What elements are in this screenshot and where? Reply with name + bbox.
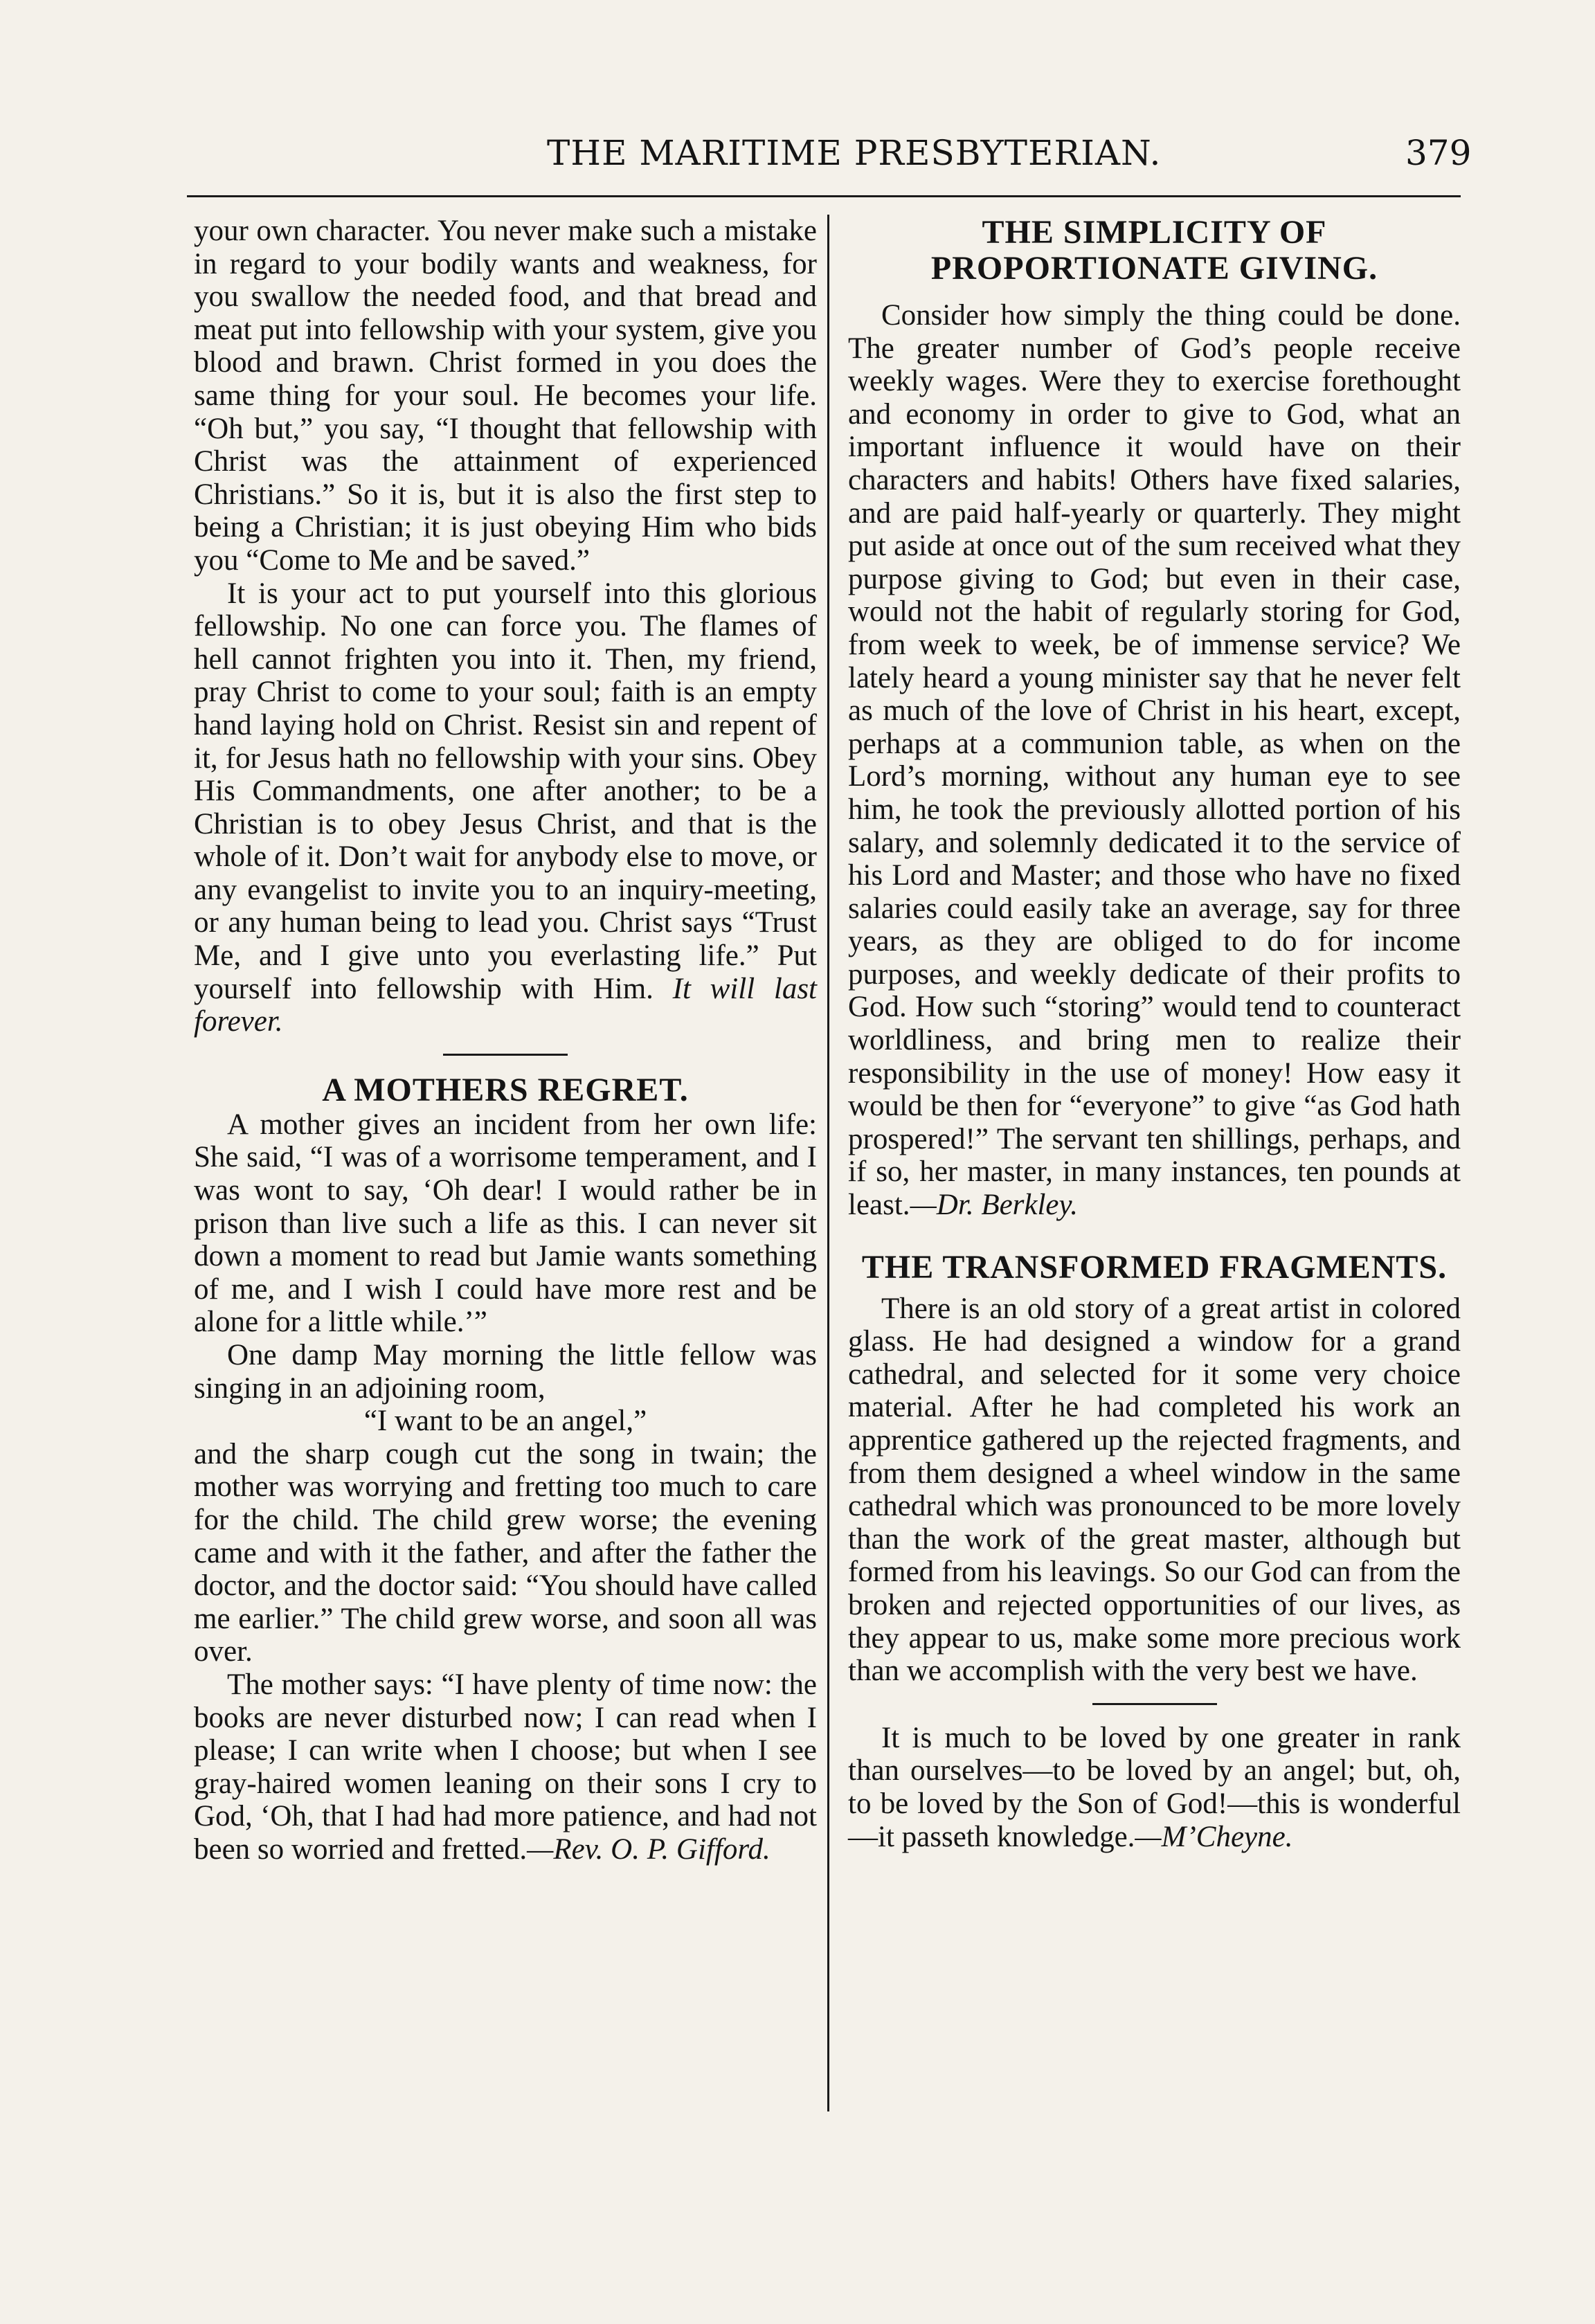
left-column (194, 215, 817, 1866)
paragraph-text: Consider how simply the thing could be done. The greater number of God’s people receive weekly wages. Were they to exercise forethought and economy in order to give to God, what an important influence it would have on their characters and habits! Others have fixed salaries, and are paid half-yearly or quarterly. They might put aside at once out of the sum received what they purpose giving to God; but even in their case, would not the habit of regularly storing for God, from week to week, be of immense service? We lately heard a young minister say that he never felt as much of the love of Christ in his heart, except, perhaps at a communion table, as when on the Lord’s morning, without any human eye to see him, he took the previously allotted portion of his salary, and solemnly dedicated it to the service of his Lord and Master; and those who have no fixed salaries could easily take an average, say for three years, as they are obliged to do for income purposes, and weekly dedicate of their profits to God. How such “storing” would tend to counteract worldliness, and bring men to realize their responsibility in the use of money! How easy it would be then for “everyone” to give “as God hath prospered!” The servant ten shillings, perhaps, and if so, her master, in many instances, ten pounds at least. (848, 299, 1461, 1222)
author-signature: —M’Cheyne. (1135, 1820, 1293, 1853)
article-paragraph: and the sharp cough cut the song in twain; the mother was worrying and fretting too much to care for the child. The child grew worse; the evening came and with it the father, and after the father the doctor, and the doctor said: “You should have called me earlier.” The child grew worse, and soon all was over. (194, 1437, 817, 1668)
article-paragraph (194, 1668, 817, 1866)
article-paragraph: One damp May morning the little fellow was singing in an adjoining room, (194, 1339, 817, 1405)
article-paragraph: A mother gives an incident from her own life: She said, “I was of a worrisome temperament, and I was wont to say, ‘Oh dear! I would rather be in prison than live such a life as this. I can never sit down a moment to read but Jamie wants something of me, and I wish I could have more rest and be alone for a little while.’” (194, 1108, 817, 1339)
article-paragraph: There is an old story of a great artist in colored glass. He had designed a window for a grand cathedral, and selected for it some very choice material. After he had completed his work an apprentice gathered up the rejected fragments, and from them designed a wheel window in the same cathedral which was pronounced to be more lovely than the work of the great master, although but formed from his leavings. So our God can from the broken and rejected opportunities of our lives, as they appear to us, make some more precious work than we accomplish with the very best we have. (848, 1292, 1461, 1688)
column-divider (827, 215, 829, 2111)
song-line: “I want to be an angel,” (363, 1405, 647, 1438)
section-heading-proportionate-giving: THE SIMPLICITY OF PROPORTIONATE GIVING. (930, 214, 1378, 287)
page-number: 379 (1405, 133, 1472, 173)
section-heading-transformed-fragments: THE TRANSFORMED FRAGMENTS. (861, 1248, 1448, 1286)
running-header-title: THE MARITIME PRESBYTERIAN. (547, 133, 1162, 173)
closing-line: It will last forever. (194, 972, 817, 1038)
article-paragraph (848, 299, 1461, 1222)
paragraph-text: It is much to be loved by one greater in rank than ourselves—to be loved by an angel; but, oh, to be loved by the Son of God!—this is wonderful—it passeth knowledge. (848, 1721, 1461, 1853)
author-signature: —Rev. O. P. Gifford. (527, 1832, 771, 1866)
article-paragraph: your own character. You never make such a mistake in regard to your bodily wants and weakness, for you swallow the needed food, and that bread and meat put into fellowship with your system, give you blood and brawn. Christ formed in you does the same thing for your soul. He becomes your life. “Oh but,” you say, “I thought that fellowship with Christ was the attainment of experienced Christians.” So it is, but it is also the first step to being a Christian; it is just obeying Him who bids you “Come to Me and be saved.” (194, 215, 817, 577)
section-rule (443, 1054, 568, 1056)
author-signature: —Dr. Berkley. (910, 1189, 1078, 1222)
right-column (848, 215, 1461, 1853)
article-paragraph (194, 577, 817, 1038)
paragraph-text: It is your act to put yourself into this glorious fellowship. No one can force you. The flames of hell cannot frighten you into it. Then, my friend, pray Christ to come to your soul; faith is an empty hand laying hold on Christ. Resist sin and repent of it, for Jesus hath no fellowship with your sins. Obey His Commandments, one after another; to be a Christian is to obey Jesus Christ, and that is the whole of it. Don’t wait for anybody else to move, or any evangelist to invite you to an inquiry-meeting, or any human being to lead you. Christ says “Trust Me, and I give unto you everlasting life.” Put yourself into fellowship with Him. (194, 577, 817, 1005)
section-rule (1092, 1703, 1217, 1705)
quote-paragraph (848, 1722, 1461, 1853)
section-heading-mothers-regret: A MOTHERS REGRET. (322, 1071, 689, 1108)
header-rule (187, 195, 1461, 197)
paragraph-text: The mother says: “I have plenty of time now: the books are never disturbed now; I can read when I please; I can write when I choose; but when I see gray-haired women leaning on their sons I cry to God, ‘Oh, that I had had more patience, and had not been so worried and fretted. (194, 1668, 817, 1866)
